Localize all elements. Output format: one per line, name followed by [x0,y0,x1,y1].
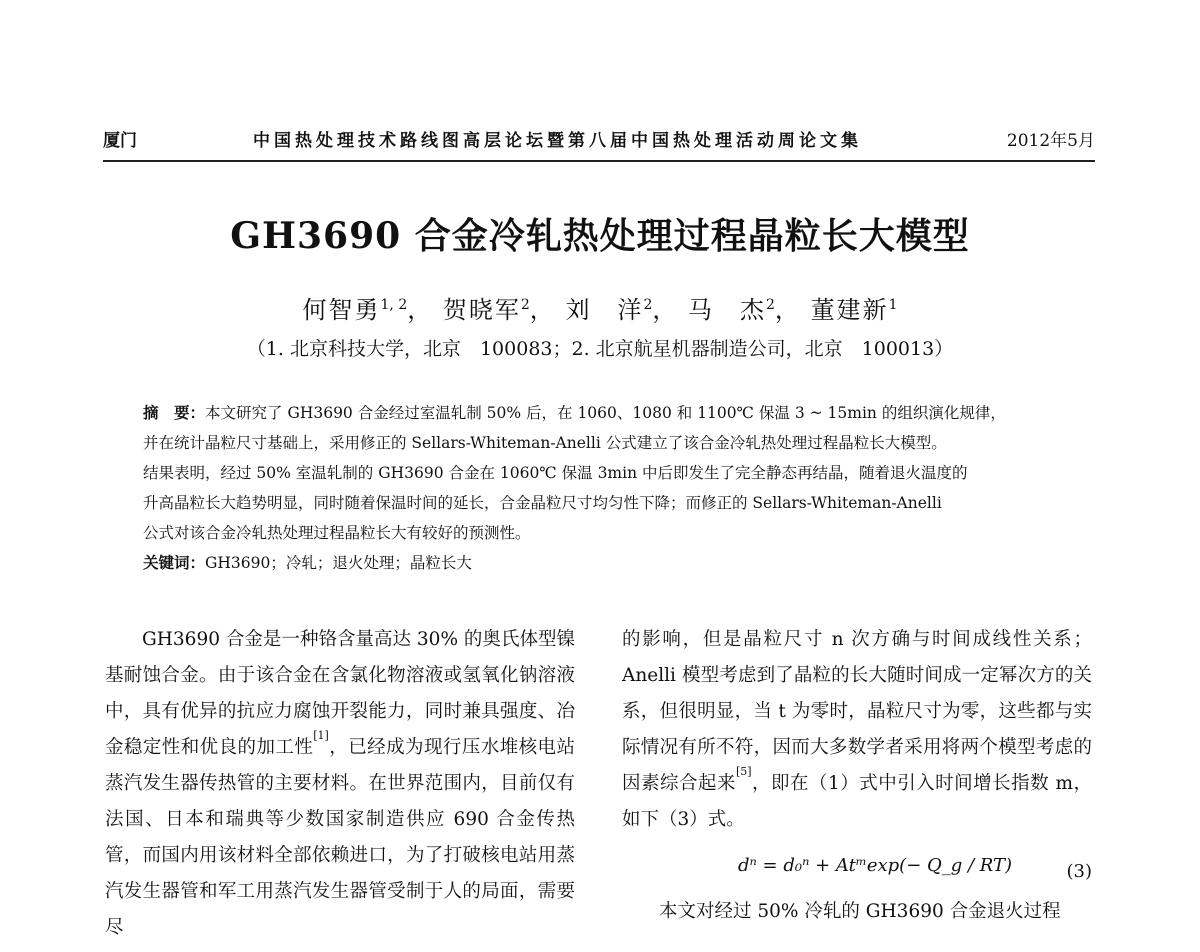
citation-ref: [5] [735,765,752,778]
affiliations: （1. 北京科技大学，北京 100083；2. 北京航星机器制造公司，北京 100013） [246,338,954,360]
citation-ref: [1] [313,729,329,742]
body-column-right [622,622,1092,930]
abstract-line: 升高晶粒长大趋势明显，同时随着保温时间的延长，合金晶粒尺寸均匀性下降；而修正的 Sellars-Whiteman-Anelli [143,494,942,512]
body-text: ，已经成为现行压水堆核电站蒸汽发生器传热管的主要材料。在世界范围内，目前仅有法国、日本和瑞典等少数国家制造供应 690 合金传热管，而国内用该材料全部依赖进口，为了打破核电站用蒸汽发生器管和军工用蒸汽发生器管受制于人的局面，需要尽 [105,737,575,938]
body-text: ，即在（1）式中引入时间增长指数 m，如下（3）式。 [622,773,1092,830]
abstract-line: 结果表明，经过 50% 室温轧制的 GH3690 合金在 1060℃ 保温 3min 中后即发生了完全静态再结晶，随着退火温度的 [143,464,968,482]
author-list: 何智勇$^{1, 2}$， 贺晓军$^2$， 刘 洋$^2$， 马 杰$^2$， 董建新$^1$ [302,296,898,324]
body-text: GH3690 合金是一种铬含量高达 30% 的奥氏体型镍基耐蚀合金。由于该合金在含氯化物溶液或氢氧化钠溶液中，具有优异的抗应力腐蚀开裂能力，同时兼具强度、冶金稳定性和优良的加工性 [105,629,575,758]
author-name: 刘 洋 [565,296,644,324]
equation-number: (3) [1066,861,1092,882]
running-header [103,126,1095,162]
body-paragraph [622,622,1092,838]
equation-expression: dⁿ = d₀ⁿ + Atᵐexp(− Q_g / RT) [738,855,1013,876]
abstract-label: 摘 要： [143,403,206,422]
author-affiliation-mark: 2 [766,297,775,313]
body-text: 的影响，但是晶粒尺寸 n 次方确与时间成线性关系；Anelli 模型考虑到了晶粒的长大随时间成一定幂次方的关系，但很明显，当 t 为零时，晶粒尺寸为零，这些都与实际情况有所不符，因而大多数学者采用将两个模型考虑的因素综合起来 [622,629,1092,794]
abstract-line: 公式对该合金冷轧热处理过程晶粒长大有较好的预测性。 [143,524,531,542]
header-conference: 中国热处理技术路线图高层论坛暨第八届中国热处理活动周论文集 [253,131,862,151]
header-location: 厦门 [103,131,137,151]
author-affiliation-mark: 1, 2 [380,297,408,313]
keywords-label: 关键词： [143,553,206,572]
body-column-left [105,622,575,946]
paper-title: GH3690 合金冷轧热处理过程晶粒长大模型 [230,215,970,257]
body-paragraph: 本文对经过 50% 冷轧的 GH3690 合金退火过程 [659,901,1061,922]
equation-3 [622,844,1092,894]
author-affiliation-mark: 2 [520,297,530,313]
author-affiliation-mark: 2 [643,297,653,313]
header-date: 2012年5月 [1006,131,1095,151]
author-name: 贺晓军 [442,296,521,324]
keywords: GH3690；冷轧；退火处理；晶粒长大 [205,554,472,572]
author-name: 马 杰 [688,296,766,324]
author-name: 何智勇 [302,296,381,324]
body-paragraph [105,622,575,946]
author-name: 董建新 [810,296,889,324]
abstract [143,398,1055,578]
abstract-line: 本文研究了 GH3690 合金经过室温轧制 50% 后，在 1060、1080 和 1100℃ 保温 3 ~ 15min 的组织演化规律， [205,404,1006,422]
author-affiliation-mark: 1 [888,297,898,313]
abstract-line: 并在统计晶粒尺寸基础上，采用修正的 Sellars-Whiteman-Anelli 公式建立了该合金冷轧热处理过程晶粒长大模型。 [143,434,947,452]
